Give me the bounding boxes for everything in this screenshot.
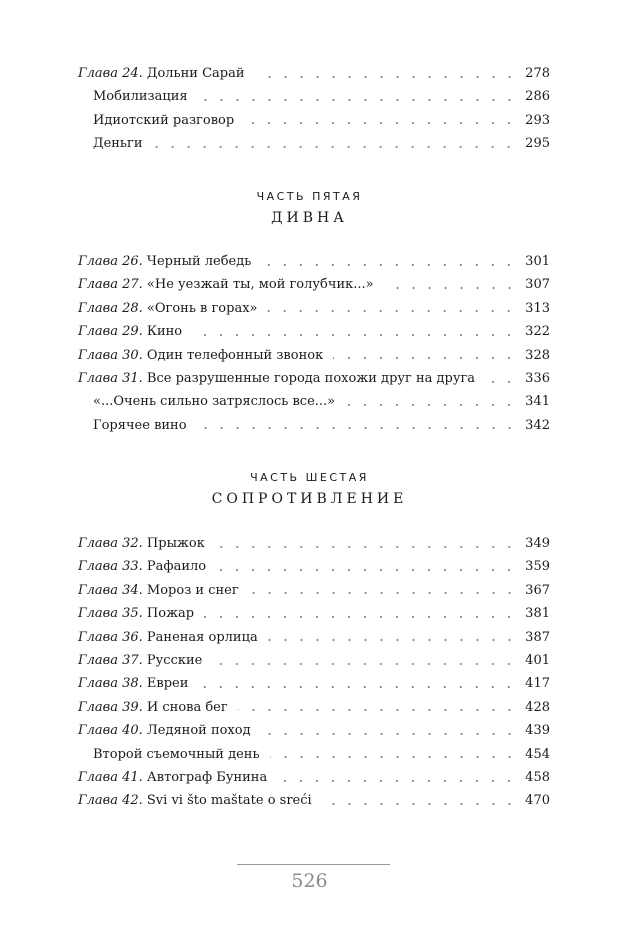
toc-entry xyxy=(78,649,550,672)
toc-entry-title xyxy=(78,297,257,320)
chapter-prefix: Глава 26. xyxy=(78,254,143,269)
chapter-prefix: Глава 31. xyxy=(78,370,143,386)
chapter-title: «...Очень сильно затряслось все...» xyxy=(93,394,336,410)
dot-leader xyxy=(244,121,517,125)
toc-entry-title xyxy=(78,719,251,742)
toc-entry xyxy=(78,719,550,742)
toc-entry-title xyxy=(78,273,374,296)
toc-entry-page: 367 xyxy=(525,582,550,598)
chapter-title: Дольни Сарай xyxy=(146,66,245,81)
chapter-title: Svi vi što maštate o sreći xyxy=(146,793,312,809)
toc-entry-title xyxy=(78,696,228,719)
toc-entry xyxy=(78,672,550,695)
dot-leader xyxy=(485,380,517,384)
toc-part-5 xyxy=(78,250,550,437)
chapter-prefix: Глава 42. xyxy=(78,793,143,809)
toc-entry-page: 454 xyxy=(525,746,550,762)
chapter-prefix: Глава 32. xyxy=(78,536,143,551)
chapter-title: Черный лебедь xyxy=(146,254,252,269)
toc-entry-page: 278 xyxy=(525,66,550,81)
chapter-title: Мобилизация xyxy=(93,89,188,105)
part-6-title: СОПРОТИВЛЕНИЕ xyxy=(211,491,408,507)
dot-leader xyxy=(261,263,517,267)
toc-entry xyxy=(78,414,550,437)
toc-entry xyxy=(78,132,550,155)
toc-entry-title xyxy=(78,743,260,766)
dot-leader xyxy=(215,545,517,549)
toc-entry-title xyxy=(78,62,245,85)
dot-leader xyxy=(198,98,518,102)
toc-entry xyxy=(78,109,550,132)
chapter-prefix: Глава 38. xyxy=(78,676,143,692)
dot-leader xyxy=(152,145,517,149)
toc-entry xyxy=(78,579,550,602)
toc-entry-title xyxy=(78,320,182,343)
toc-entry-title xyxy=(78,532,205,555)
dot-leader xyxy=(333,356,517,360)
toc-entry-page: 313 xyxy=(525,300,550,316)
dot-leader xyxy=(198,685,517,689)
toc-entry xyxy=(78,62,550,85)
toc-entry xyxy=(78,273,550,296)
toc-entry xyxy=(78,743,550,766)
part-5-label: ЧАСТЬ ПЯТАЯ xyxy=(256,190,363,203)
toc-entry-page: 387 xyxy=(525,629,550,645)
toc-entry-title xyxy=(78,602,194,625)
dot-leader xyxy=(261,732,518,736)
dot-leader xyxy=(197,426,518,430)
dot-leader xyxy=(204,615,517,619)
toc-entry-title xyxy=(78,789,312,812)
toc-entry xyxy=(78,555,550,578)
toc-entry xyxy=(78,789,550,812)
dot-leader xyxy=(270,755,518,759)
chapter-prefix: Глава 29. xyxy=(78,324,143,340)
toc-entry-page: 342 xyxy=(525,417,550,433)
chapter-prefix: Глава 33. xyxy=(78,559,143,575)
dot-leader xyxy=(267,309,517,313)
toc-entry-page: 295 xyxy=(525,136,550,152)
chapter-prefix: Глава 40. xyxy=(78,723,143,739)
chapter-title: Рафаило xyxy=(146,559,207,575)
toc-entry-title xyxy=(78,649,202,672)
toc-entry xyxy=(78,250,550,273)
chapter-prefix: Глава 30. xyxy=(78,347,143,363)
toc-entry xyxy=(78,626,550,649)
chapter-title: Все разрушенные города похожи друг на друга xyxy=(146,370,476,386)
footer-rule xyxy=(237,864,390,865)
toc-part-6 xyxy=(78,532,550,813)
dot-leader xyxy=(238,708,517,712)
chapter-title: «Огонь в горах» xyxy=(146,300,258,316)
dot-leader xyxy=(322,802,517,806)
dot-leader xyxy=(255,75,518,79)
chapter-title: Прыжок xyxy=(146,536,205,551)
chapter-prefix: Глава 36. xyxy=(78,629,143,645)
toc-entry-page: 458 xyxy=(525,769,550,785)
toc-entry xyxy=(78,320,550,343)
toc-entry-page: 359 xyxy=(525,559,550,575)
toc-entry-page: 349 xyxy=(525,536,550,551)
chapter-prefix: Глава 41. xyxy=(78,769,143,785)
chapter-title: Один телефонный звонок xyxy=(146,347,324,363)
toc-entry xyxy=(78,367,550,390)
toc-entry-page: 322 xyxy=(525,324,550,340)
toc-entry-title xyxy=(78,367,475,390)
chapter-title: Мороз и снег xyxy=(146,582,239,598)
toc-entry-title xyxy=(78,579,239,602)
toc-entry-title xyxy=(78,344,323,367)
chapter-prefix: Глава 37. xyxy=(78,652,143,668)
dot-leader xyxy=(345,403,517,407)
chapter-title: И снова бег xyxy=(146,699,228,715)
chapter-title: Кино xyxy=(146,324,183,340)
toc-entry-page: 336 xyxy=(525,370,550,386)
dot-leader xyxy=(384,286,518,290)
chapter-title: Деньги xyxy=(93,136,143,152)
toc-entry-title xyxy=(78,672,188,695)
chapter-title: Ледяной поход xyxy=(146,723,251,739)
chapter-title: Пожар xyxy=(146,606,195,622)
chapter-prefix: Глава 35. xyxy=(78,606,143,622)
chapter-title: Идиотский разговор xyxy=(93,112,235,128)
chapter-title: Евреи xyxy=(146,676,189,692)
toc-entry-page: 439 xyxy=(525,723,550,739)
toc-entry xyxy=(78,297,550,320)
toc-entry-page: 307 xyxy=(525,277,550,293)
toc-entry-page: 417 xyxy=(525,676,550,692)
toc-entry xyxy=(78,85,550,108)
chapter-title: Второй съемочный день xyxy=(93,746,260,762)
dot-leader xyxy=(277,779,517,783)
toc-entry-page: 293 xyxy=(525,112,550,128)
toc-entry-title xyxy=(78,626,258,649)
toc-entry xyxy=(78,696,550,719)
toc-entry xyxy=(78,390,550,413)
toc-entry-title xyxy=(78,414,187,437)
toc-section-1 xyxy=(78,62,550,156)
chapter-title: Раненая орлица xyxy=(146,629,258,645)
toc-entry-page: 341 xyxy=(525,394,550,410)
chapter-title: Автограф Бунина xyxy=(146,769,268,785)
part-6-label: ЧАСТЬ ШЕСТАЯ xyxy=(250,471,369,484)
toc-entry-title xyxy=(78,390,335,413)
page-number: 526 xyxy=(291,870,328,892)
dot-leader xyxy=(212,662,517,666)
toc-entry-page: 401 xyxy=(525,652,550,668)
toc-entry-title xyxy=(78,85,188,108)
toc-entry-page: 381 xyxy=(525,606,550,622)
chapter-title: «Не уезжай ты, мой голубчик...» xyxy=(146,277,374,293)
toc-entry-page: 286 xyxy=(525,89,550,105)
toc-entry xyxy=(78,602,550,625)
dot-leader xyxy=(192,333,517,337)
toc-entry-page: 301 xyxy=(525,254,550,269)
toc-entry-title xyxy=(78,132,142,155)
toc-entry xyxy=(78,532,550,555)
toc-entry xyxy=(78,344,550,367)
dot-leader xyxy=(268,638,517,642)
toc-entry-title xyxy=(78,250,251,273)
chapter-title: Русские xyxy=(146,652,203,668)
chapter-prefix: Глава 34. xyxy=(78,582,143,598)
toc-entry-page: 328 xyxy=(525,347,550,363)
chapter-prefix: Глава 27. xyxy=(78,277,143,293)
toc-entry-title xyxy=(78,109,234,132)
toc-entry-title xyxy=(78,766,267,789)
dot-leader xyxy=(249,591,518,595)
toc-entry-page: 428 xyxy=(525,699,550,715)
dot-leader xyxy=(216,568,517,572)
chapter-prefix: Глава 39. xyxy=(78,699,143,715)
toc-entry-page: 470 xyxy=(525,793,550,809)
chapter-prefix: Глава 28. xyxy=(78,300,143,316)
chapter-title: Горячее вино xyxy=(93,417,187,433)
toc-entry-title xyxy=(78,555,206,578)
part-5-title: ДИВНА xyxy=(271,210,348,226)
toc-entry xyxy=(78,766,550,789)
chapter-prefix: Глава 24. xyxy=(78,66,143,81)
